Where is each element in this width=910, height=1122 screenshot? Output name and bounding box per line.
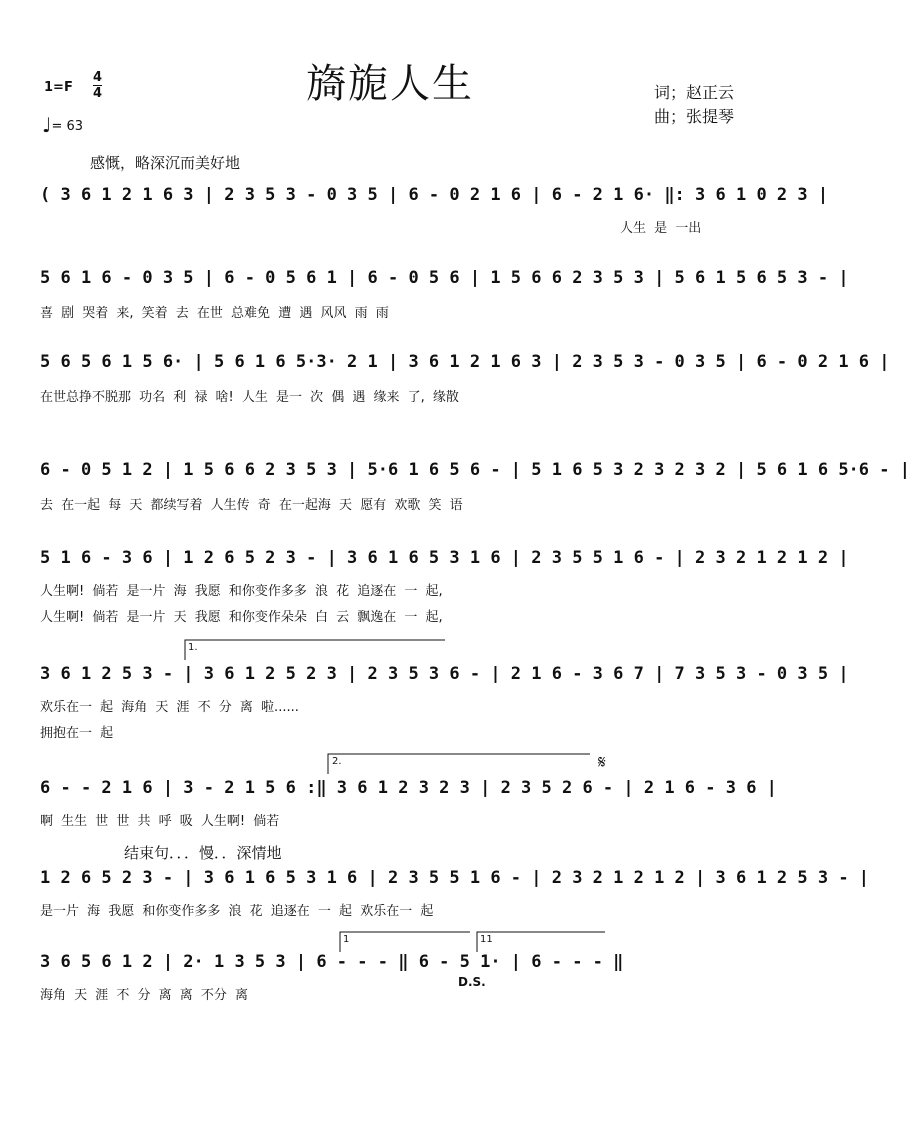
notation-line: 1 2 6 5 2 3 - | 3 6 1 6 5 3 1 6 | 2 3 5 5 1 6 - | 2 3 2 1 2 1 2 | 3 6 1 2 5 3 - | (40, 868, 870, 888)
lyric-line: 喜 剧 哭着 来, 笑着 去 在世 总难免 遭 遇 风风 雨 雨 (40, 306, 389, 321)
lyric-line-1: 欢乐在一 起 海角 天 涯 不 分 离 啦...... (40, 700, 299, 715)
lyric-line: 在世总挣不脱那 功名 利 禄 啥! 人生 是一 次 偶 遇 缘来 了, 缘散 (40, 390, 459, 405)
notation-line: 6 - 0 5 1 2 | 1 5 6 6 2 3 5 3 | 5·6 1 6 5 6 - | 5 1 6 5 3 2 3 2 3 2 | 5 6 1 6 5·6 - | (40, 460, 910, 480)
tempo-marking (42, 113, 83, 137)
segno-icon: 𝄋 (598, 752, 606, 773)
tempo-value: = 63 (51, 119, 84, 134)
music-system-2 (40, 268, 849, 321)
lyric-line-2: 人生啊! 倘若 是一片 天 我愿 和你变作朵朵 白 云 飘逸在 一 起, (40, 610, 443, 625)
music-system-7 (40, 756, 777, 829)
expression-marking: 感慨，略深沉而美好地 (90, 154, 241, 172)
lyric-line-2: 拥抱在一 起 (40, 726, 114, 741)
dal-segno-marking: D.S. (458, 975, 486, 989)
volta-label-1: 1 (343, 934, 350, 945)
composer-credit: 曲；张提琴 (654, 107, 735, 126)
notation-line: 3 6 5 6 1 2 | 2· 1 3 5 3 | 6 - - - ‖ 6 - 5 1· | 6 - - - ‖ (40, 952, 624, 972)
lyric-line: 海角 天 涯 不 分 离 离 不分 离 (40, 988, 249, 1003)
music-system-6 (40, 642, 849, 741)
time-signature (93, 70, 102, 101)
notation-line: 5 6 1 6 - 0 3 5 | 6 - 0 5 6 1 | 6 - 0 5 6 | 1 5 6 6 2 3 5 3 | 5 6 1 5 6 5 3 - | (40, 268, 849, 288)
music-system-1 (40, 185, 829, 236)
lyric-line: 人生 是 一出 (620, 221, 702, 236)
volta-label: 2. (332, 756, 342, 767)
time-signature-top: 4 (93, 70, 103, 85)
music-system-9 (40, 934, 755, 1003)
lyric-line: 去 在一起 每 天 都续写着 人生传 奇 在一起海 天 愿有 欢歌 笑 语 (40, 498, 463, 513)
notation-line: 5 1 6 - 3 6 | 1 2 6 5 2 3 - | 3 6 1 6 5 3 1 6 | 2 3 5 5 1 6 - | 2 3 2 1 2 1 2 | (40, 548, 849, 568)
lyric-line: 啊 生生 世 世 共 呼 吸 人生啊! 倘若 (40, 814, 280, 829)
volta-label: 1. (188, 642, 198, 653)
key-signature: 1=F (44, 80, 73, 95)
notation-line: 5 6 5 6 1 5 6· | 5 6 1 6 5·3· 2 1 | 3 6 1 2 1 6 3 | 2 3 5 3 - 0 3 5 | 6 - 0 2 1 6 | (40, 352, 890, 372)
music-system-8 (40, 868, 870, 919)
ending-expression: 结束句．．．慢．．深情地 (124, 844, 282, 862)
music-system-3 (40, 352, 890, 405)
volta-label-2: 11 (480, 934, 493, 945)
notation-line: ( 3 6 1 2 1 6 3 | 2 3 5 3 - 0 3 5 | 6 - 0 2 1 6 | 6 - 2 1 6· ‖: 3 6 1 0 2 3 | (40, 185, 829, 205)
notation-line: 6 - - 2 1 6 | 3 - 2 1 5 6 :‖ 3 6 1 2 3 2 3 | 2 3 5 2 6 - | 2 1 6 - 3 6 | (40, 778, 777, 798)
lyric-line: 是一片 海 我愿 和你变作多多 浪 花 追逐在 一 起 欢乐在一 起 (40, 904, 434, 919)
notation-line: 3 6 1 2 5 3 - | 3 6 1 2 5 2 3 | 2 3 5 3 6 - | 2 1 6 - 3 6 7 | 7 3 5 3 - 0 3 5 | (40, 664, 849, 684)
song-title: 旖旎人生 (306, 61, 474, 107)
music-system-4 (40, 460, 910, 513)
lyricist-credit: 词；赵正云 (654, 83, 735, 102)
lyric-line-1: 人生啊! 倘若 是一片 海 我愿 和你变作多多 浪 花 追逐在 一 起, (40, 584, 443, 599)
time-signature-bottom: 4 (93, 86, 103, 101)
music-system-5 (40, 548, 849, 625)
quarter-note-icon: ♩ (42, 113, 52, 137)
